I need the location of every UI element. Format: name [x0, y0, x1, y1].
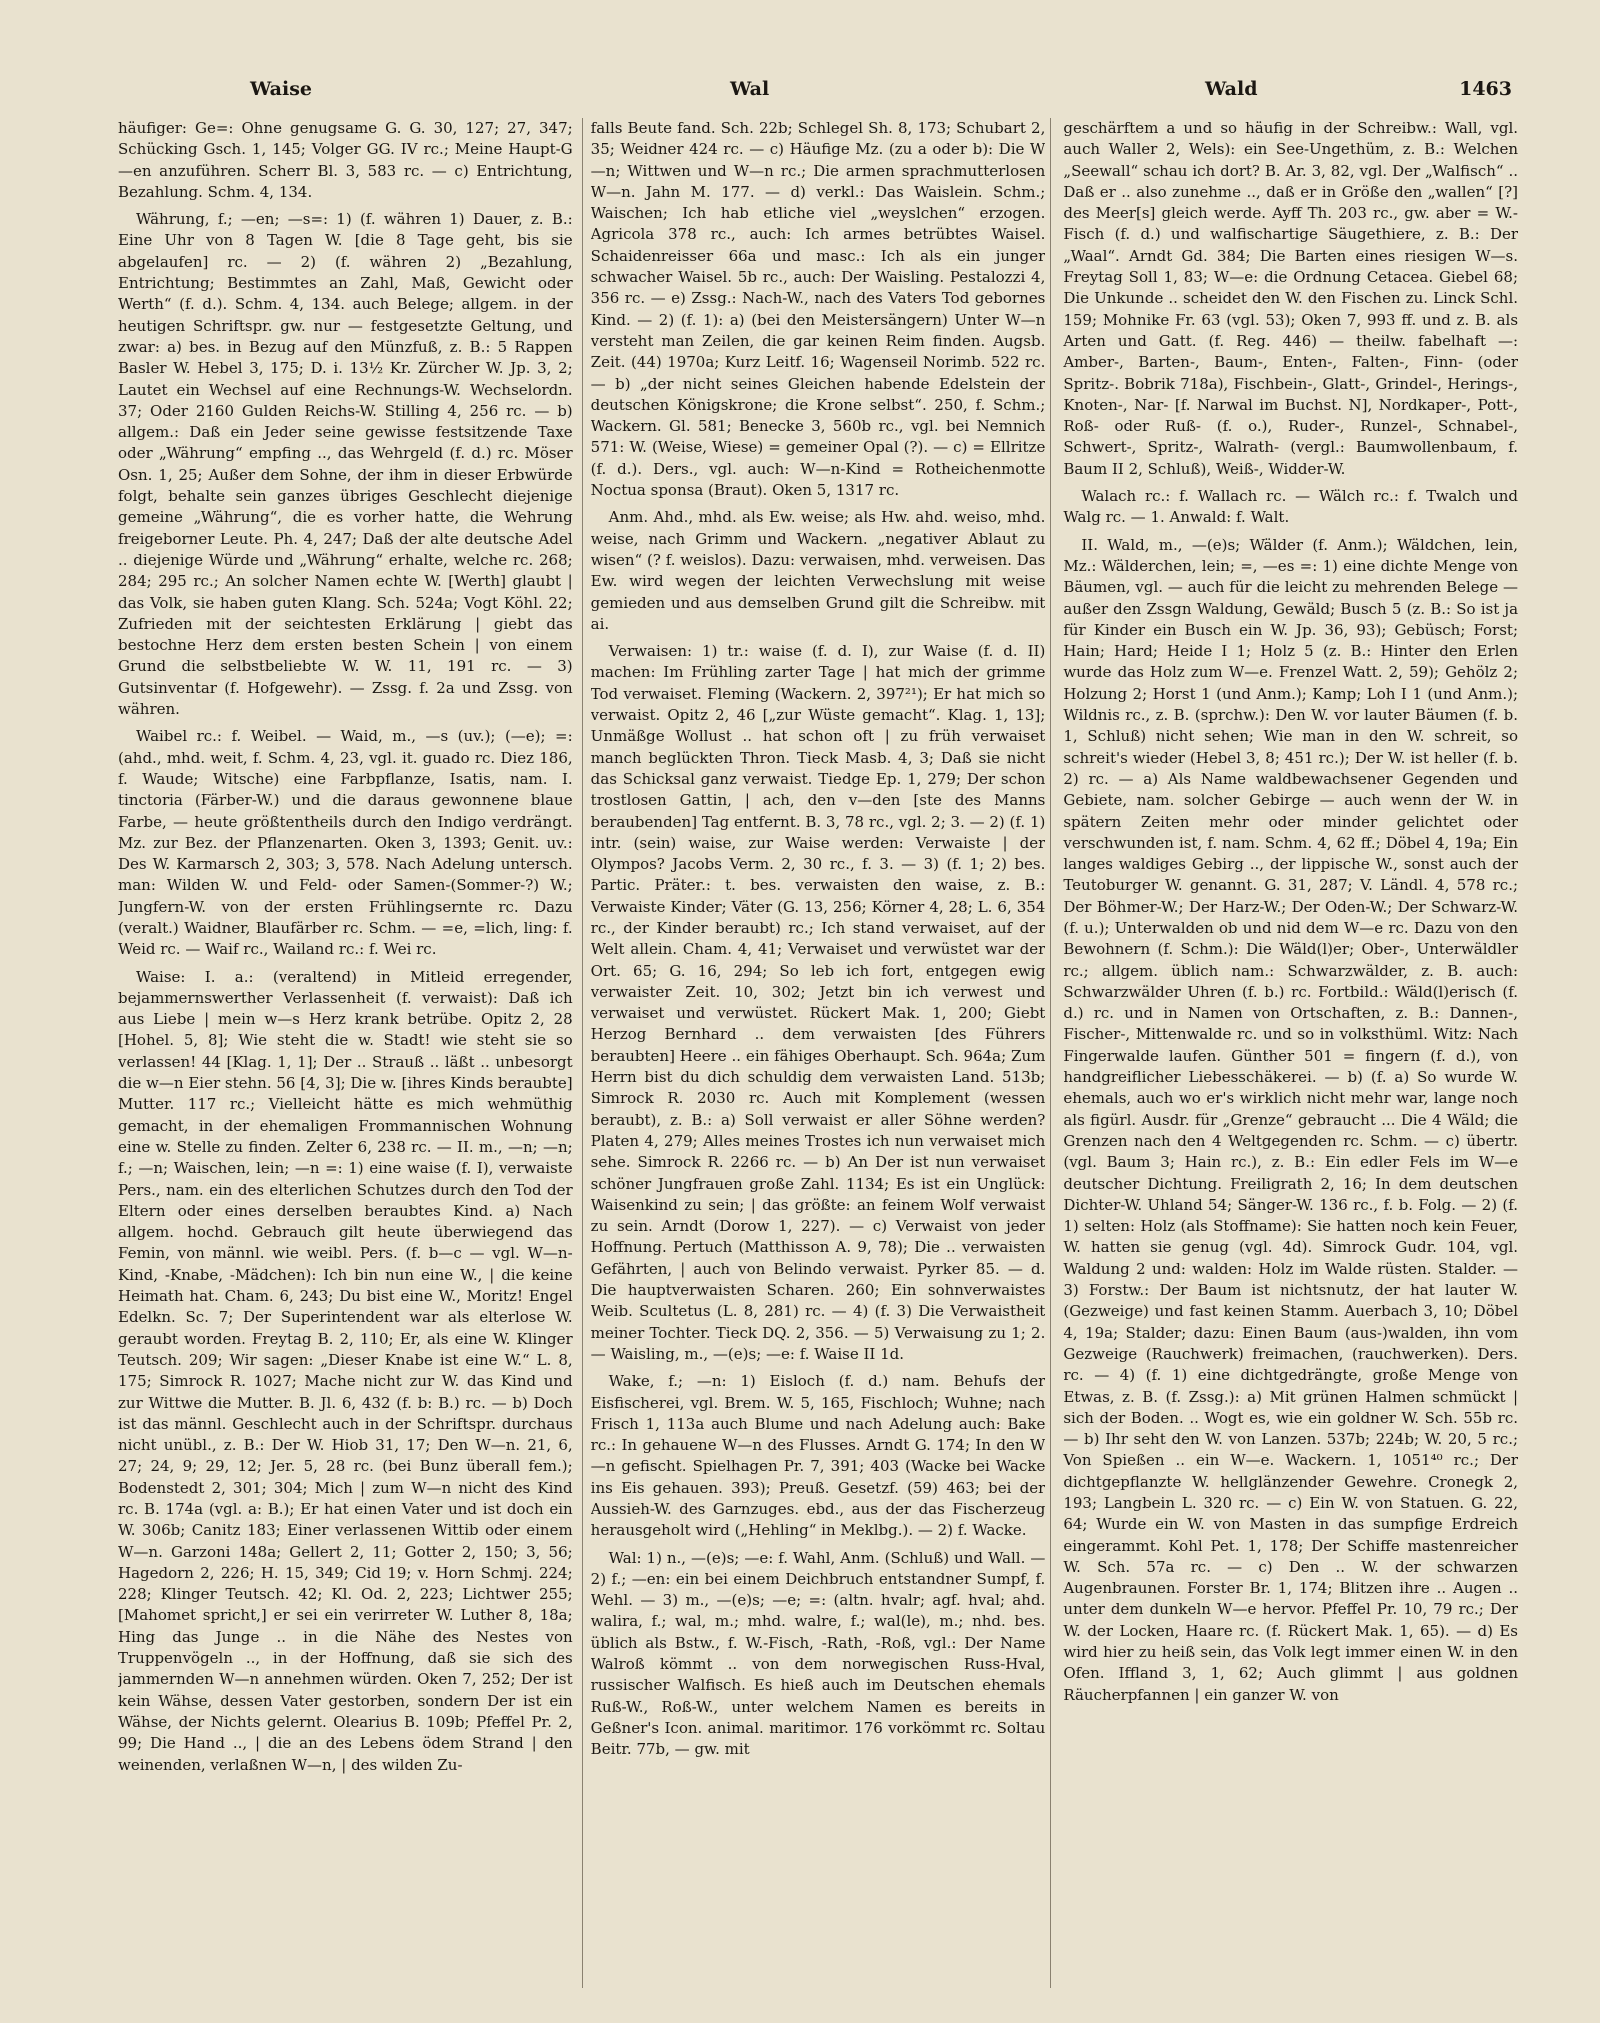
entry-paragraph: Walach rc.: f. Wallach rc. — Wälch rc.: f. Twalch und Walg rc. — 1. Anwald: f. Walt. [1063, 487, 1519, 527]
entry-paragraph: Währung, f.; —en; —s=: 1) (f. währen 1) Dauer, z. B.: Eine Uhr von 8 Tagen W. [die 8 Tage geht, bis sie abgelaufen] rc. — 2) (f. währen 2) „Bezahlung, Entrichtung; Bestimmtes an Zahl, Maß, Gewicht oder Werth“ (f. d.). Schm. 4, 134. auch Belege; allgem. in der heutigen Schriftspr. gw. nur — festgesetzte Geltung, und zwar: a) bes. in Bezug auf den Münzfuß, z. B.: 5 Rappen Basler W. Hebel 3, 175; D. i. 13½ Kr. Zürcher W. Jp. 3, 2; Lautet ein Wechsel auf eine Rechnungs-W. Wechselordn. 37; Oder 2160 Gulden Reichs-W. Stilling 4, 256 rc. — b) allgem.: Daß ein Jeder seine gewisse festsitzende Taxe oder „Währung“ empfing .., das Wehrgeld (f. d.) rc. Möser Osn. 1, 25; Außer dem Sohne, der ihm in dieser Erbwürde folgt, behalte sein ganzes übriges Geschlecht diejenige gemeine „Währung“, die es vorher hatte, die Wehrung freigeborner Leute. Ph. 4, 247; Daß der alte deutsche Adel .. diejenige Würde und „Währung“ erhalte, welche rc. 268; 284; 295 rc.; An solcher Namen echte W. [Werth] glaubt | das Volk, sie haben guten Klang. Sch. 524a; Vogt Köhl. 22; Zufrieden mit der seichtesten Erklärung | giebt das bestochne Herz dem ersten besten Schein | von einem Grund die selbstbeliebte W. W. 11, 191 rc. — 3) Gutsinventar (f. Hofgewehr). — Zssg. f. 2a und Zssg. von währen. [118, 210, 573, 719]
entry-paragraph: Wal: 1) n., —(e)s; —e: f. Wahl, Anm. (Schluß) und Wall. — 2) f.; —en: ein bei einem Deichbruch entstandner Sumpf, f. Wehl. — 3) m., —(e)s; —e; =: (altn. hvalr; agf. hval; ahd. walira, f.; wal, m.; mhd. walre, f.; wal(le), m.; nhd. bes. üblich als Bstw., f. W.-Fisch, -Rath, -Roß, vgl.: Der Name Walroß kömmt .. von dem norwegischen Russ-Hval, russischer Walfisch. Es hieß auch im Deutschen ehemals Ruß-W., Roß-W., unter welchem Namen es bereits in Geßner's Icon. animal. maritimor. 176 vorkömmt rc. Soltau Beitr. 77b, — gw. mit [590, 1548, 1046, 1759]
running-header [100, 78, 1512, 108]
entry-paragraph: Waibel rc.: f. Weibel. — Waid, m., —s (uv.); (—e); =: (ahd., mhd. weit, f. Schm. 4, 23, vgl. it. guado rc. Diez 186, f. Waude; Witsche) eine Farbpflanze, Isatis, nam. I. tinctoria (Färber-W.) und die daraus gewonnene blaue Farbe, — heute größtentheils durch den Indigo verdrängt. Mz. zur Bez. der Pflanzenarten. Oken 3, 1393; Genit. uv.: Des W. Karmarsch 2, 303; 3, 578. Nach Adelung untersch. man: Wilden W. und Feld- oder Samen-(Sommer-?) W.; Jungfern-W. von der ersten Frühlingsernte rc. Dazu (veralt.) Waidner, Blaufärber rc. Schm. — =e, =lich, ling: f. Weid rc. — Waif rc., Wailand rc.: f. Wei rc. [118, 727, 573, 959]
header-middle-keyword: Wal [730, 78, 770, 100]
text-columns [118, 118, 1518, 1998]
entry-paragraph: Verwaisen: 1) tr.: waise (f. d. I), zur Waise (f. d. II) machen: Im Frühling zarter Tage | hat mich der grimme Tod verwaiset. Fleming (Wackern. 2, 397²¹); Er hat mich so verwaist. Opitz 2, 46 [„zur Wüste gemacht“. Klag. 1, 13]; Unmäßge Wollust .. hat schon oft | zu früh verwaiset manch beglückten Thron. Tieck Masb. 4, 3; Daß sie nicht das Schicksal ganz verwaist. Tiedge Ep. 1, 279; Der schon trostlosen Gattin, | ach, den v—den [ste des Manns beraubenden] Tag entfernt. B. 3, 78 rc., vgl. 2; 3. — 2) (f. 1) intr. (sein) waise, zur Waise werden: Verwaiste | der Olympos? Jacobs Verm. 2, 30 rc., f. 3. — 3) (f. 1; 2) bes. Partic. Präter.: t. bes. verwaisten den waise, z. B.: Verwaiste Kinder; Väter (G. 13, 256; Körner 4, 28; L. 6, 354 rc., der Kinder beraubt) rc.; Ich stand verwaiset, auf der Welt allein. Cham. 4, 41; Verwaiset und verwüstet war der Ort. 65; G. 16, 294; So leb ich fort, entgegen ewig verwaister Zeit. 10, 302; Jetzt bin ich verwest und verwaiset und verwüstet. Rückert Mak. 1, 200; Giebt Herzog Bernhard .. dem verwaisten [des Führers beraubten] Heere .. ein fähiges Oberhaupt. Sch. 964a; Zum Herrn bist du dich schuldig dem verwaisten Land. 513b; Simrock R. 2030 rc. Auch mit Komplement (wessen beraubt), z. B.: a) Soll verwaist er aller Söhne werden? Platen 4, 279; Alles meines Trostes ich nun verwaiset mich sehe. Simrock R. 2266 rc. — b) An Der ist nun verwaiset schöner Jungfrauen große Zahl. 1134; Es ist ein Unglück: Waisenkind zu sein; | das größte: an feinem Wolf verwaist zu sein. Arndt (Dorow 1, 227). — c) Verwaist von jeder Hoffnung. Pertuch (Matthisson A. 9, 78); Die .. verwaisten Gefährten, | auch von Belindo verwaist. Pyrker 85. — d. Die hauptverwaisten Scharen. 260; Ein sohnverwaistes Weib. Scultetus (L. 8, 281) rc. — 4) (f. 3) Die Verwaistheit meiner Tochter. Tieck DQ. 2, 356. — 5) Verwaisung zu 1; 2. — Waisling, m., —(e)s; —e: f. Waise II 1d. [590, 642, 1046, 1363]
entry-paragraph: falls Beute fand. Sch. 22b; Schlegel Sh. 8, 173; Schubart 2, 35; Weidner 424 rc. — c) Häufige Mz. (zu a oder b): Die W—n; Wittwen und W—n rc.; Die armen sprachmutterlosen W—n. Jahn M. 177. — d) verkl.: Das Waislein. Schm.; Waischen; Ich hab etliche viel „weyslchen“ erzogen. Agricola 378 rc., auch: Ich armes betrübtes Waisel. Schaidenreisser 66a und masc.: Ich als ein junger schwacher Waisel. 5b rc., auch: Der Waisling. Pestalozzi 4, 356 rc. — e) Zssg.: Nach-W., nach des Vaters Tod gebornes Kind. — 2) (f. 1): a) (bei den Meistersängern) Unter W—n versteht man Zeilen, die gar keinen Reim finden. Augsb. Zeit. (44) 1970a; Kurz Leitf. 16; Wagenseil Norimb. 522 rc. — b) „der nicht seines Gleichen habende Edelstein der deutschen Königskrone; die Krone selbst“. 250, f. Schm.; Wackern. Gl. 581; Benecke 3, 560b rc., vgl. bei Nemnich 571: W. (Weise, Wiese) = gemeiner Opal (?). — c) = Ellritze (f. d.). Ders., vgl. auch: W—n-Kind = Rotheichenmotte Noctua sponsa (Braut). Oken 5, 1317 rc. [590, 119, 1046, 500]
column-middle [591, 118, 1046, 1998]
entry-paragraph: geschärftem a und so häufig in der Schreibw.: Wall, vgl. auch Waller 2, Wels): ein See-Ungethüm, z. B.: Welchen „Seewall“ schau ich dort? B. Ar. 3, 82, vgl. Der „Walfisch“ .. Daß er .. also zunehme .., daß er in Größe den „wallen“ [?] des Meer[s] gleich werde. Ayff Th. 203 rc., gw. aber = W.-Fisch (f. d.) und walfischartige Säugethiere, z. B.: Der „Waal“. Arndt Gd. 384; Die Barten eines riesigen W—s. Freytag Soll 1, 83; W—e: die Ordnung Cetacea. Giebel 68; Die Unkunde .. scheidet den W. den Fischen zu. Linck Schl. 159; Mohnike Fr. 63 (vgl. 53); Oken 7, 993 ff. und z. B. als Arten und Gatt. (f. Reg. 446) — theilw. fabelhaft —: Amber-, Barten-, Baum-, Enten-, Falten-, Finn- (oder Spritz-. Bobrik 718a), Fischbein-, Glatt-, Grindel-, Herings-, Knoten-, Nar- [f. Narwal im Buchst. N], Nordkaper-, Pott-, Roß- oder Ruß- (f. o.), Ruder-, Runzel-, Schnabel-, Schwert-, Spritz-, Walrath- (vergl.: Baumwollenbaum, f. Baum II 2, Schluß), Weiß-, Widder-W. [1063, 119, 1519, 478]
entry-paragraph: häufiger: Ge=: Ohne genugsame G. G. 30, 127; 27, 347; Schücking Gsch. 1, 145; Volger GG. IV rc.; Meine Haupt-G—en anzuführen. Scherr Bl. 3, 583 rc. — c) Entrichtung, Bezahlung. Schm. 4, 134. [118, 119, 573, 201]
column-left [118, 118, 573, 1998]
entry-paragraph: Waise: I. a.: (veraltend) in Mitleid erregender, bejammernswerther Verlassenheit (f. verwaist): Daß ich aus Liebe | mein w—s Herz krank betrübe. Opitz 2, 28 [Hohel. 5, 8]; Wie steht die w. Stadt! wie steht sie so verlassen! 44 [Klag. 1, 1]; Der .. Strauß .. läßt .. unbesorgt die w—n Eier stehn. 56 [4, 3]; Die w. [ihres Kinds beraubte] Mutter. 117 rc.; Vielleicht hätte es mich wehmüthig gemacht, in der ehemaligen Frommannischen Wohnung eine w. Stelle zu finden. Zelter 6, 238 rc. — II. m., —n; —n; f.; —n; Waischen, lein; —n =: 1) eine waise (f. I), verwaiste Pers., nam. ein des elterlichen Schutzes durch den Tod der Eltern oder eines derselben beraubtes Kind. a) Nach allgem. hochd. Gebrauch gilt heute überwiegend das Femin, von männl. wie weibl. Pers. (f. b—c — vgl. W—n-Kind, -Knabe, -Mädchen): Ich bin nun eine W., | die keine Heimath hat. Cham. 6, 243; Du bist eine W., Moritz! Engel Edelkn. Sc. 7; Der Superintendent war als elterlose W. geraubt worden. Freytag B. 2, 110; Er, als eine W. Klinger Teutsch. 209; Wir sagen: „Dieser Knabe ist eine W.“ L. 8, 175; Simrock R. 1027; Mache nicht zur W. das Kind und zur Wittwe die Mutter. B. Jl. 6, 432 (f. b: B.) rc. — b) Doch ist das männl. Geschlecht auch in der Schriftspr. durchaus nicht unübl., z. B.: Der W. Hiob 31, 17; Den W—n. 21, 6, 27; 24, 9; 29, 12; Jer. 5, 28 rc. (bei Bunz überall fem.); Bodenstedt 2, 301; 304; Mich | zum W—n nicht des Kind rc. B. 174a (vgl. a: B.); Er hat einen Vater und ist doch ein W. 306b; Canitz 183; Einer verlassenen Wittib oder einem W—n. Garzoni 148a; Gellert 2, 11; Gotter 2, 150; 3, 56; Hagedorn 2, 226; H. 15, 349; Cid 19; v. Horn Schmj. 224; 228; Klinger Teutsch. 42; Kl. Od. 2, 223; Lichtwer 255; [Mahomet spricht,] er sei ein verirreter W. Luther 8, 18a; Hing das Junge .. in die Nähe des Nestes von Truppenvögeln .., in der Hoffnung, daß sie sich des jammernden W—n annehmen würden. Oken 7, 252; Der ist kein Wähse, dessen Vater gestorben, sondern Der ist ein Wähse, der Nichts gelernt. Olearius B. 109b; Pfeffel Pr. 2, 99; Die Hand .., | die an des Lebens ödem Strand | den weinenden, verlaßnen W—n, | des wilden Zu- [118, 967, 573, 1774]
entry-paragraph: Wake, f.; —n: 1) Eisloch (f. d.) nam. Behufs der Eisfischerei, vgl. Brem. W. 5, 165, Fischloch; Wuhne; nach Frisch 1, 113a auch Blume und nach Adelung auch: Bake rc.: In gehauene W—n des Flusses. Arndt G. 174; In den W—n gefischt. Spielhagen Pr. 7, 391; 403 (Wacke bei Wacke ins Eis gehauen. 393); Preuß. Gesetzf. (59) 463; bei der Aussieh-W. des Garnzuges. ebd., aus der das Fischerzeug herausgeholt wird („Hehling“ in Meklbg.). — 2) f. Wacke. [590, 1372, 1046, 1540]
column-right [1063, 118, 1518, 1998]
entry-paragraph: II. Wald, m., —(e)s; Wälder (f. Anm.); Wäldchen, lein, Mz.: Wälderchen, lein; =, —es =: 1) eine dichte Menge von Bäumen, vgl. — auch für die leicht zu mehrenden Belege — außer den Zssgn Waldung, Gewäld; Busch 5 (z. B.: So ist ja für Kinder ein Busch ein W. Jp. 36, 93); Gebüsch; Forst; Hain; Hard; Heide I 1; Holz 5 (z. B.: Hinter den Erlen wurde das Holz zum W—e. Frenzel Watt. 2, 59); Gehölz 2; Holzung 2; Horst 1 (und Anm.); Kamp; Loh I 1 (und Anm.); Wildnis rc., z. B. (sprchw.): Den W. vor lauter Bäumen (f. b. 1, Schluß) nicht sehen; Wie man in den W. schreit, so schreit's wieder (Hebel 3, 8; 451 rc.); Der W. ist heller (f. b. 2) rc. — a) Als Name waldbewachsener Gegenden und Gebiete, nam. solcher Gebirge — auch wenn der W. in spätern Zeiten mehr oder minder gelichtet oder verschwunden ist, f. nam. Schm. 4, 62 ff.; Döbel 4, 19a; Ein langes waldiges Gebirg .., der lippische W., sonst auch der Teutoburger W. genannt. G. 31, 287; V. Ländl. 4, 578 rc.; Der Böhmer-W.; Der Harz-W.; Der Oden-W.; Der Schwarz-W. (f. u.); Unterwalden ob und nid dem W—e rc. Dazu von den Bewohnern (f. Schm.): Die Wäld(l)er; Ober-, Unterwäldler rc.; allgem. üblich nam.: Schwarzwälder, z. B. auch: Schwarzwälder Uhren (f. b.) rc. Fortbild.: Wäld(l)erisch (f. d.) rc. und in Namen von Ortschaften, z. B.: Dannen-, Fischer-, Mittenwalde rc. und so in volksthüml. Witz: Nach Fingerwalde laufen. Günther 501 = fingern (f. d.), von handgreiflicher Liebesschäkerei. — b) (f. a) So wurde W. ehemals, auch wo er's wirklich nicht mehr war, lange noch als figürl. Ausdr. für „Grenze“ gebraucht ... Die 4 Wäld; die Grenzen nach den 4 Weltgegenden rc. Schm. — c) übertr. (vgl. Baum 3; Hain rc.), z. B.: Ein edler Fels im W—e deutscher Dichtung. Freiligrath 2, 16; In dem deutschen Dichter-W. Uhland 54; Sänger-W. 136 rc., f. b. Folg. — 2) (f. 1) selten: Holz (als Stoffname): Sie hatten noch kein Feuer, W. hatten sie genug (vgl. 4d). Simrock Gudr. 104, vgl. Waldung 2 und: walden: Holz im Walde rüsten. Stalder. — 3) Forstw.: Der Baum ist nichtsnutz, der hat lauter W. (Gezweige) und fast keinen Stamm. Auerbach 3, 10; Döbel 4, 19a; Stalder; dazu: Einen Baum (aus-)walden, ihn vom Gezweige (Rauchwerk) freimachen, (rauchwerken). Ders. rc. — 4) (f. 1) eine dichtgedrängte, große Menge von Etwas, z. B. (f. Zssg.): a) Mit grünen Halmen schmückt | sich der Boden. .. Wogt es, wie ein goldner W. Sch. 55b rc. — b) Ihr seht den W. von Lanzen. 537b; 224b; W. 20, 5 rc.; Von Spießen .. ein W—e. Wackern. 1, 1051⁴⁰ rc.; Der dichtgepflanzte W. hellglänzender Gewehre. Cronegk 2, 193; Langbein L. 320 rc. — c) Ein W. von Statuen. G. 22, 64; Wurde ein W. von Masten in das sumpfige Erdreich eingerammt. Kohl Pet. 1, 178; Der Schiffe mastenreicher W. Sch. 57a rc. — c) Den .. W. der schwarzen Augenbraunen. Forster Br. 1, 174; Blitzen ihre .. Augen .. unter dem dunkeln W—e hervor. Pfeffel Pr. 10, 79 rc.; Der W. der Locken, Haare rc. (f. Rückert Mak. 1, 65). — d) Es wird hier zu heiß sein, das Volk legt immer einen W. in den Ofen. Iffland 3, 1, 62; Auch glimmt | aus goldnen Räucherpfannen | ein ganzer W. von [1063, 535, 1519, 1704]
page-number: 1463 [1459, 78, 1512, 100]
header-right-keyword: Wald [1205, 78, 1258, 100]
header-left-keyword: Waise [250, 78, 313, 100]
entry-paragraph: Anm. Ahd., mhd. als Ew. weise; als Hw. ahd. weiso, mhd. weise, nach Grimm und Wackern. „negativer Ablaut zu wisen“ (? f. weislos). Dazu: verwaisen, mhd. verweisen. Das Ew. wird wegen der leichten Verwechslung mit weise gemieden und aus demselben Grund gilt die Schreibw. mit ai. [590, 508, 1046, 633]
